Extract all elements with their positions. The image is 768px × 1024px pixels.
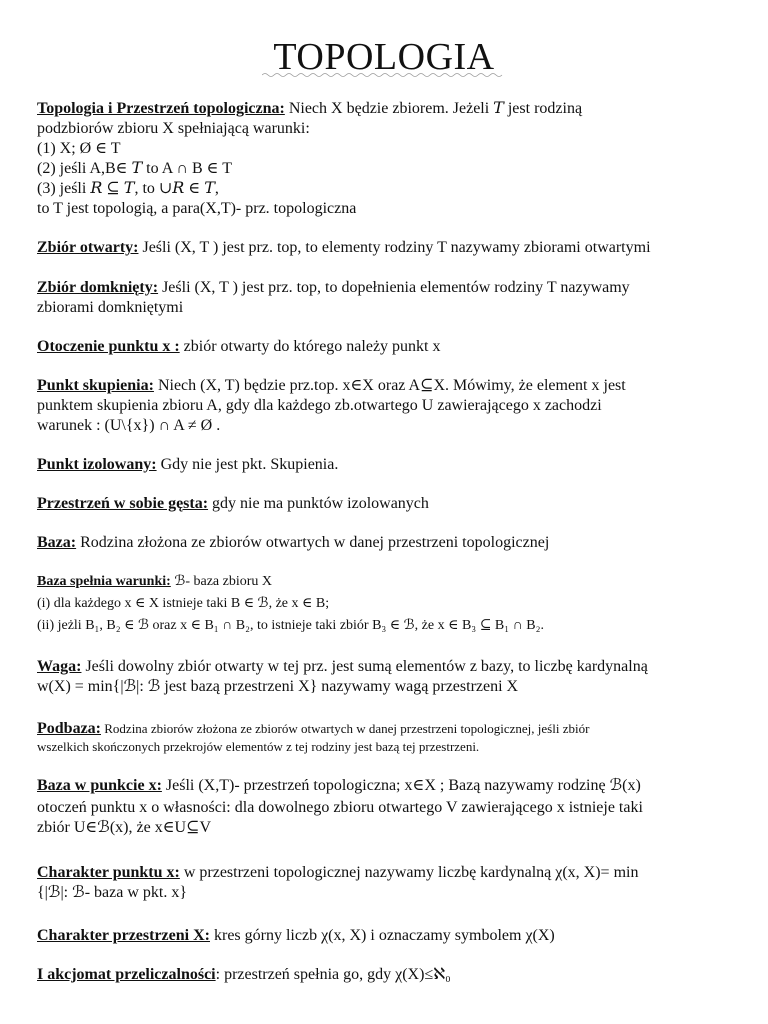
- section-punkt-izolowany: [37, 455, 737, 475]
- definition-text: gdy nie ma punktów izolowanych: [208, 495, 429, 512]
- term-label: Otoczenie punktu x :: [37, 338, 180, 355]
- term-label: Charakter przestrzeni X:: [37, 927, 210, 944]
- term-label: Baza w punkcie x:: [37, 777, 162, 794]
- term-label: Topologia i Przestrzeń topologiczna:: [37, 100, 285, 117]
- section-topologia: [37, 99, 737, 219]
- definition-text: {|ℬ|: ℬ- baza w pkt. x}: [37, 884, 187, 901]
- term-label: Podbaza:: [37, 720, 101, 737]
- section-charakter-przestrzeni: [37, 926, 737, 946]
- definition-text: Rodzina zbiorów złożona ze zbiorów otwartych w danej przestrzeni topologicznej, jeśli zbiór: [101, 721, 590, 736]
- term-label: Przestrzeń w sobie gęsta:: [37, 495, 209, 512]
- definition-text: ℬ- baza zbioru X: [170, 574, 272, 589]
- term-label: Waga:: [37, 658, 82, 675]
- definition-text: Jeśli (X,T)- przestrzeń topologiczna; x∈X ; Bazą nazywamy rodzinę ℬ(x): [161, 777, 641, 794]
- section-waga: [37, 657, 737, 697]
- section-otoczenie: [37, 337, 737, 357]
- condition-item: (3) jeśli 𝑅 ⊆ 𝑇, to ∪𝑅 ∈ 𝑇,: [37, 180, 219, 197]
- section-charakter-punktu: [37, 863, 737, 903]
- definition-text: otoczeń punktu x o własności: dla dowolnego zbioru otwartego V zawierającego x istnieje taki: [37, 799, 643, 816]
- definition-text: zbiorami domkniętymi: [37, 299, 184, 316]
- section-zbior-otwarty: [37, 238, 737, 258]
- section-baza-w-punkcie: [37, 776, 737, 838]
- definition-text: podzbiorów zbioru X spełniającą warunki:: [37, 120, 310, 137]
- condition-item: (ii) jeżli B₁, B₂ ∈ ℬ oraz x ∈ B₁ ∩ B₂, to istnieje taki zbiór B₃ ∈ ℬ, że x ∈ B₃ ⊆ B₁ ∩ B₂.: [37, 618, 544, 633]
- term-label: Zbiór domknięty:: [37, 279, 159, 296]
- definition-text: Gdy nie jest pkt. Skupienia.: [156, 456, 339, 473]
- definition-text: Jeśli (X, T ) jest prz. top, to dopełnienia elementów rodziny T nazywamy: [158, 279, 630, 296]
- definition-text: : przestrzeń spełnia go, gdy χ(X)≤ℵ₀: [215, 966, 451, 983]
- definition-text: Niech (X, T) będzie prz.top. x∈X oraz A⊆X. Mówimy, że element x jest: [153, 377, 626, 394]
- term-label: Zbiór otwarty:: [37, 239, 139, 256]
- condition-item: (2) jeśli A,B∈ 𝑇 to A ∩ B ∈ T: [37, 160, 232, 177]
- term-label: Punkt izolowany:: [37, 456, 157, 473]
- definition-text: warunek : (U\{x}) ∩ A ≠ Ø .: [37, 417, 221, 434]
- section-baza-warunki: [37, 572, 737, 635]
- definition-text: w przestrzeni topologicznej nazywamy liczbę kardynalną χ(x, X)= min: [179, 864, 639, 881]
- definition-text: Jeśli (X, T ) jest prz. top, to elementy rodziny T nazywamy zbiorami otwartymi: [138, 239, 651, 256]
- term-label: Baza spełnia warunki:: [37, 574, 171, 589]
- section-punkt-skupienia: [37, 376, 737, 436]
- definition-text: w(X) = min{|ℬ|: ℬ jest bazą przestrzeni X} nazywamy wagą przestrzeni X: [37, 678, 519, 695]
- page-title: TOPOLOGIA: [273, 36, 495, 78]
- term-label: Charakter punktu x:: [37, 864, 180, 881]
- condition-item: (1) X; Ø ∈ T: [37, 140, 121, 157]
- definition-text: zbiór U∈ℬ(x), że x∈U⊆V: [37, 819, 212, 836]
- definition-text: Rodzina złożona ze zbiorów otwartych w danej przestrzeni topologicznej: [76, 534, 550, 551]
- section-podbaza: [37, 720, 737, 756]
- condition-item: (i) dla każdego x ∈ X istnieje taki B ∈ ℬ, że x ∈ B;: [37, 596, 330, 611]
- definition-text: kres górny liczb χ(x, X) i oznaczamy symbolem χ(X): [209, 927, 555, 944]
- term-label: Punkt skupienia:: [37, 377, 154, 394]
- definition-text: wszelkich skończonych przekrojów elementów z tej rodziny jest bazą tej przestrzeni.: [37, 739, 480, 754]
- term-label: I akcjomat przeliczalności: [37, 966, 216, 983]
- section-baza: [37, 533, 737, 553]
- definition-text: Niech X będzie zbiorem. Jeżeli 𝑇 jest rodziną: [284, 100, 583, 117]
- section-zbior-domkniety: [37, 278, 737, 318]
- definition-text: Jeśli dowolny zbiór otwarty w tej prz. jest sumą elementów z bazy, to liczbę kardynalną: [81, 658, 648, 675]
- spellcheck-underline: [262, 72, 506, 78]
- section-aksjomat: [37, 965, 737, 985]
- term-label: Baza:: [37, 534, 77, 551]
- definition-text: to T jest topologią, a para(X,T)- prz. topologiczna: [37, 200, 357, 217]
- section-przestrzen-gesta: [37, 494, 737, 514]
- definition-text: zbiór otwarty do którego należy punkt x: [179, 338, 441, 355]
- definition-text: punktem skupienia zbioru A, gdy dla każdego zb.otwartego U zawierającego x zachodzi: [37, 397, 602, 414]
